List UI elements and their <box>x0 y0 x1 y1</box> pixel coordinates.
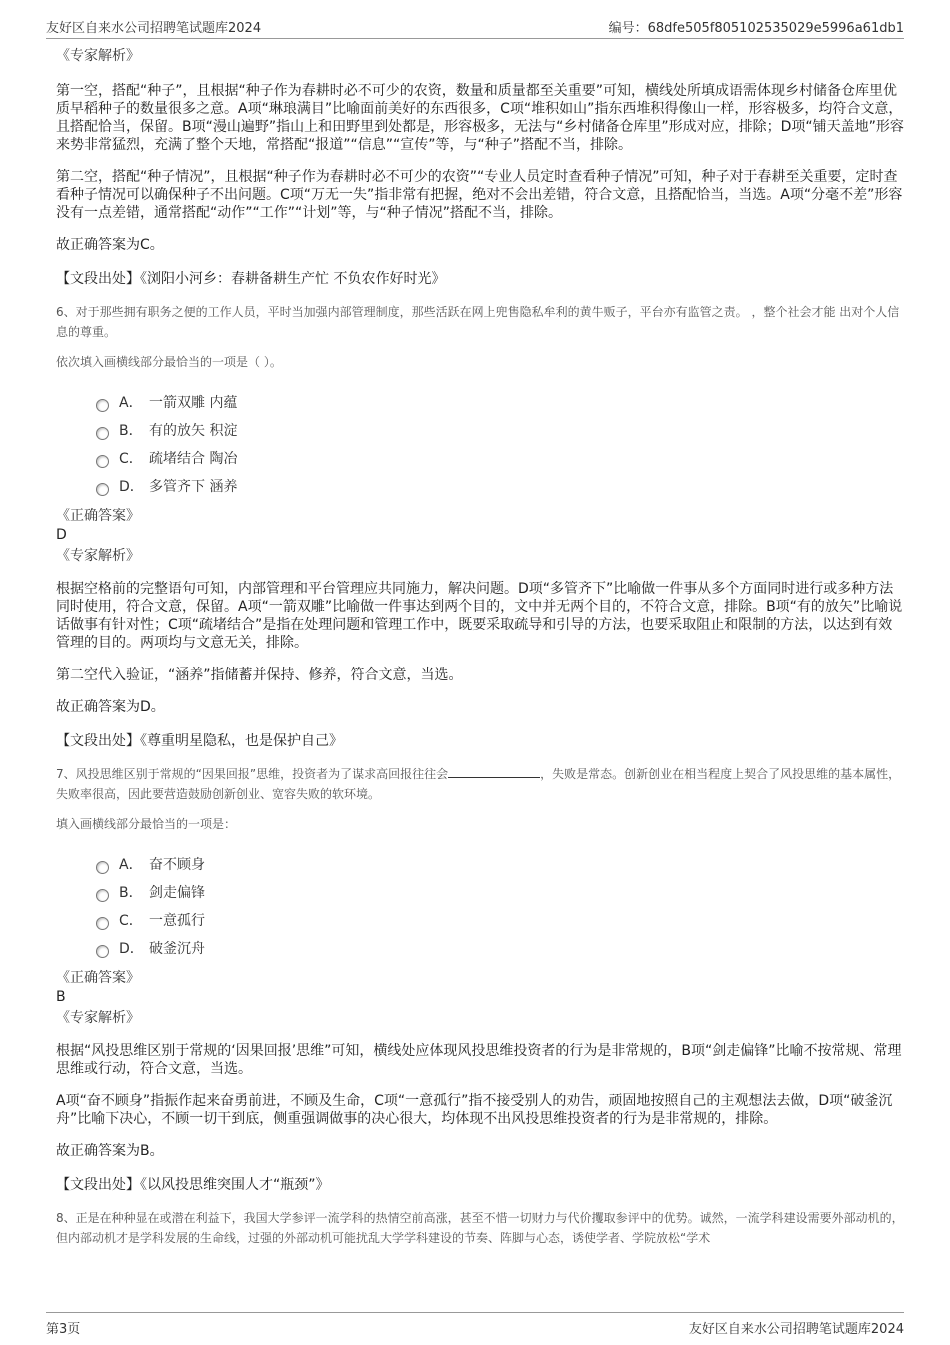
question-7-text-before: 7、风投思维区别于常规的“因果回报”思维，投资者为了谋求高回报往往会 <box>56 767 449 781</box>
radio-button-icon[interactable] <box>96 889 109 902</box>
source-citation: 【文段出处】《尊重明星隐私，也是保护自己》 <box>56 733 343 749</box>
option-letter: D． <box>119 479 144 495</box>
page-footer <box>46 1312 904 1337</box>
option-text: 疏堵结合 陶冶 <box>149 451 238 467</box>
page-content <box>56 44 904 1248</box>
question-7-prompt: 填入画横线部分最恰当的一项是： <box>56 817 237 831</box>
analysis-paragraph: A项“奋不顾身”指振作起来奋勇前进，不顾及生命，C项“一意孤行”指不接受别人的劝告，顽固地按照自己的主观想法去做，D项“破釜沉舟”比喻下决心，不顾一切干到底，侧重强调做事的决心很大，均体现不出风投思维投资者的行为是非常规的，排除。 <box>56 1093 893 1127</box>
option-letter: A． <box>119 857 143 873</box>
radio-button-icon[interactable] <box>96 427 109 440</box>
option-d[interactable] <box>96 472 904 500</box>
option-text: 有的放矢 积淀 <box>149 423 238 439</box>
option-letter: C． <box>119 913 143 929</box>
header-title: 友好区自来水公司招聘笔试题库2024 <box>46 21 262 36</box>
question-6-options <box>56 388 904 500</box>
radio-button-icon[interactable] <box>96 861 109 874</box>
conclusion: 故正确答案为D。 <box>56 699 165 715</box>
source-citation: 【文段出处】《浏阳小河乡：春耕备耕生产忙 不负农作好时光》 <box>56 271 446 287</box>
option-letter: A． <box>119 395 143 411</box>
analysis-paragraph: 根据“风投思维区别于常规的‘因果回报’思维”可知，横线处应体现风投思维投资者的行为是非常规的，B项“剑走偏锋”比喻不按常规、常理思维或行动，符合文意，当选。 <box>56 1043 902 1077</box>
question-7-text-after: ，失败是常态。创新创业在相当程度上契合了风投思维的基本属性，失败率很高，因此要营造鼓励创新创业、宽容失败的软环境。 <box>56 767 901 801</box>
option-text: 剑走偏锋 <box>149 885 205 901</box>
correct-answer-tag: 《正确答案》 <box>56 508 140 524</box>
question-6-prompt: 依次填入画横线部分最恰当的一项是（ ）。 <box>56 355 282 369</box>
analysis-paragraph: 根据空格前的完整语句可知，内部管理和平台管理应共同施力，解决问题。D项“多管齐下”比喻做一件事从多个方面同时进行或多种方法同时使用，符合文意，保留。A项“一箭双雕”比喻做一件事达到两个目的，文中并无两个目的，不符合文意，排除。B项“有的放矢”比喻说话做事有针对性；C项“疏堵结合”是指在处理问题和管理工作中，既要采取疏导和引导的方法，也要采取阻止和限制的方法，以达到有效管理的目的。两项均与文意无关，排除。 <box>56 581 903 651</box>
conclusion: 故正确答案为B。 <box>56 1143 164 1159</box>
source-citation: 【文段出处】《以风投思维突围人才“瓶颈”》 <box>56 1177 330 1193</box>
expert-analysis-tag: 《专家解析》 <box>56 548 140 564</box>
option-letter: C． <box>119 451 143 467</box>
option-d[interactable] <box>96 934 904 962</box>
option-b[interactable] <box>96 878 904 906</box>
option-text: 一意孤行 <box>149 913 205 929</box>
footer-title: 友好区自来水公司招聘笔试题库2024 <box>688 1321 904 1337</box>
page-header <box>46 14 904 39</box>
question-6-text: 6、对于那些拥有职务之便的工作人员，平时当加强内部管理制度，那些活跃在网上兜售隐私牟利的黄牛贩子，平台亦有监管之责。 ，整个社会才能 出对个人信息的尊重。 <box>56 305 900 339</box>
option-text: 一箭双雕 内蕴 <box>149 395 238 411</box>
radio-button-icon[interactable] <box>96 945 109 958</box>
option-text: 破釜沉舟 <box>149 941 205 957</box>
question-7-text <box>56 764 904 804</box>
option-c[interactable] <box>96 444 904 472</box>
option-letter: B． <box>119 885 143 901</box>
analysis-paragraph: 第二空，搭配“种子情况”，且根据“种子作为春耕时必不可少的农资”“专业人员定时查看种子情况”可知，种子对于春耕至关重要，定时查看种子情况可以确保种子不出问题。C项“万无一失”指非常有把握，绝对不会出差错，符合文意，且搭配恰当，当选。A项“分毫不差”形容没有一点差错，通常搭配“动作”“工作”“计划”等，与“种子情况”搭配不当，排除。 <box>56 169 903 221</box>
option-a[interactable] <box>96 850 904 878</box>
correct-answer-tag: 《正确答案》 <box>56 970 140 986</box>
radio-button-icon[interactable] <box>96 455 109 468</box>
correct-answer: D <box>56 527 67 543</box>
radio-button-icon[interactable] <box>96 399 109 412</box>
analysis-paragraph: 第一空，搭配“种子”，且根据“种子作为春耕时必不可少的农资，数量和质量都至关重要”可知，横线处所填成语需体现乡村储备仓库里优质早稻种子的数量很多之意。A项“琳琅满目”比喻面前美好的东西很多，C项“堆积如山”指东西堆积得像山一样，形容极多，均符合文意，且搭配恰当，保留。B项“漫山遍野”指山上和田野里到处都是，形容极多，无法与“乡村储备仓库里”形成对应，排除；D项“铺天盖地”形容来势非常猛烈，充满了整个天地，常搭配“报道”“信息”“宣传”等，与“种子”搭配不当，排除。 <box>56 83 904 153</box>
fill-in-blank <box>448 765 540 778</box>
question-7-options <box>56 850 904 962</box>
option-text: 奋不顾身 <box>149 857 205 873</box>
expert-analysis-tag: 《专家解析》 <box>56 1010 140 1026</box>
option-letter: D． <box>119 941 144 957</box>
header-serial-number: 编号：68dfe505f805102535029e5996a61db1 <box>608 21 904 36</box>
conclusion: 故正确答案为C。 <box>56 237 164 253</box>
radio-button-icon[interactable] <box>96 917 109 930</box>
radio-button-icon[interactable] <box>96 483 109 496</box>
expert-analysis-tag: 《专家解析》 <box>56 48 140 64</box>
option-letter: B． <box>119 423 143 439</box>
option-c[interactable] <box>96 906 904 934</box>
question-8-text: 8、正是在种种显在或潜在利益下，我国大学参评一流学科的热情空前高涨，甚至不惜一切财力与代价攫取参评中的优势。诚然，一流学科建设需要外部动机的，但内部动机才是学科发展的生命线，过强的外部动机可能扰乱大学学科建设的节奏、阵脚与心态，诱使学者、学院放松“学术 <box>56 1211 904 1245</box>
analysis-paragraph: 第二空代入验证，“涵养”指储蓄并保持、修养，符合文意，当选。 <box>56 667 463 683</box>
option-a[interactable] <box>96 388 904 416</box>
option-text: 多管齐下 涵养 <box>149 479 238 495</box>
page-number: 第3页 <box>46 1321 81 1337</box>
option-b[interactable] <box>96 416 904 444</box>
correct-answer: B <box>56 989 66 1005</box>
